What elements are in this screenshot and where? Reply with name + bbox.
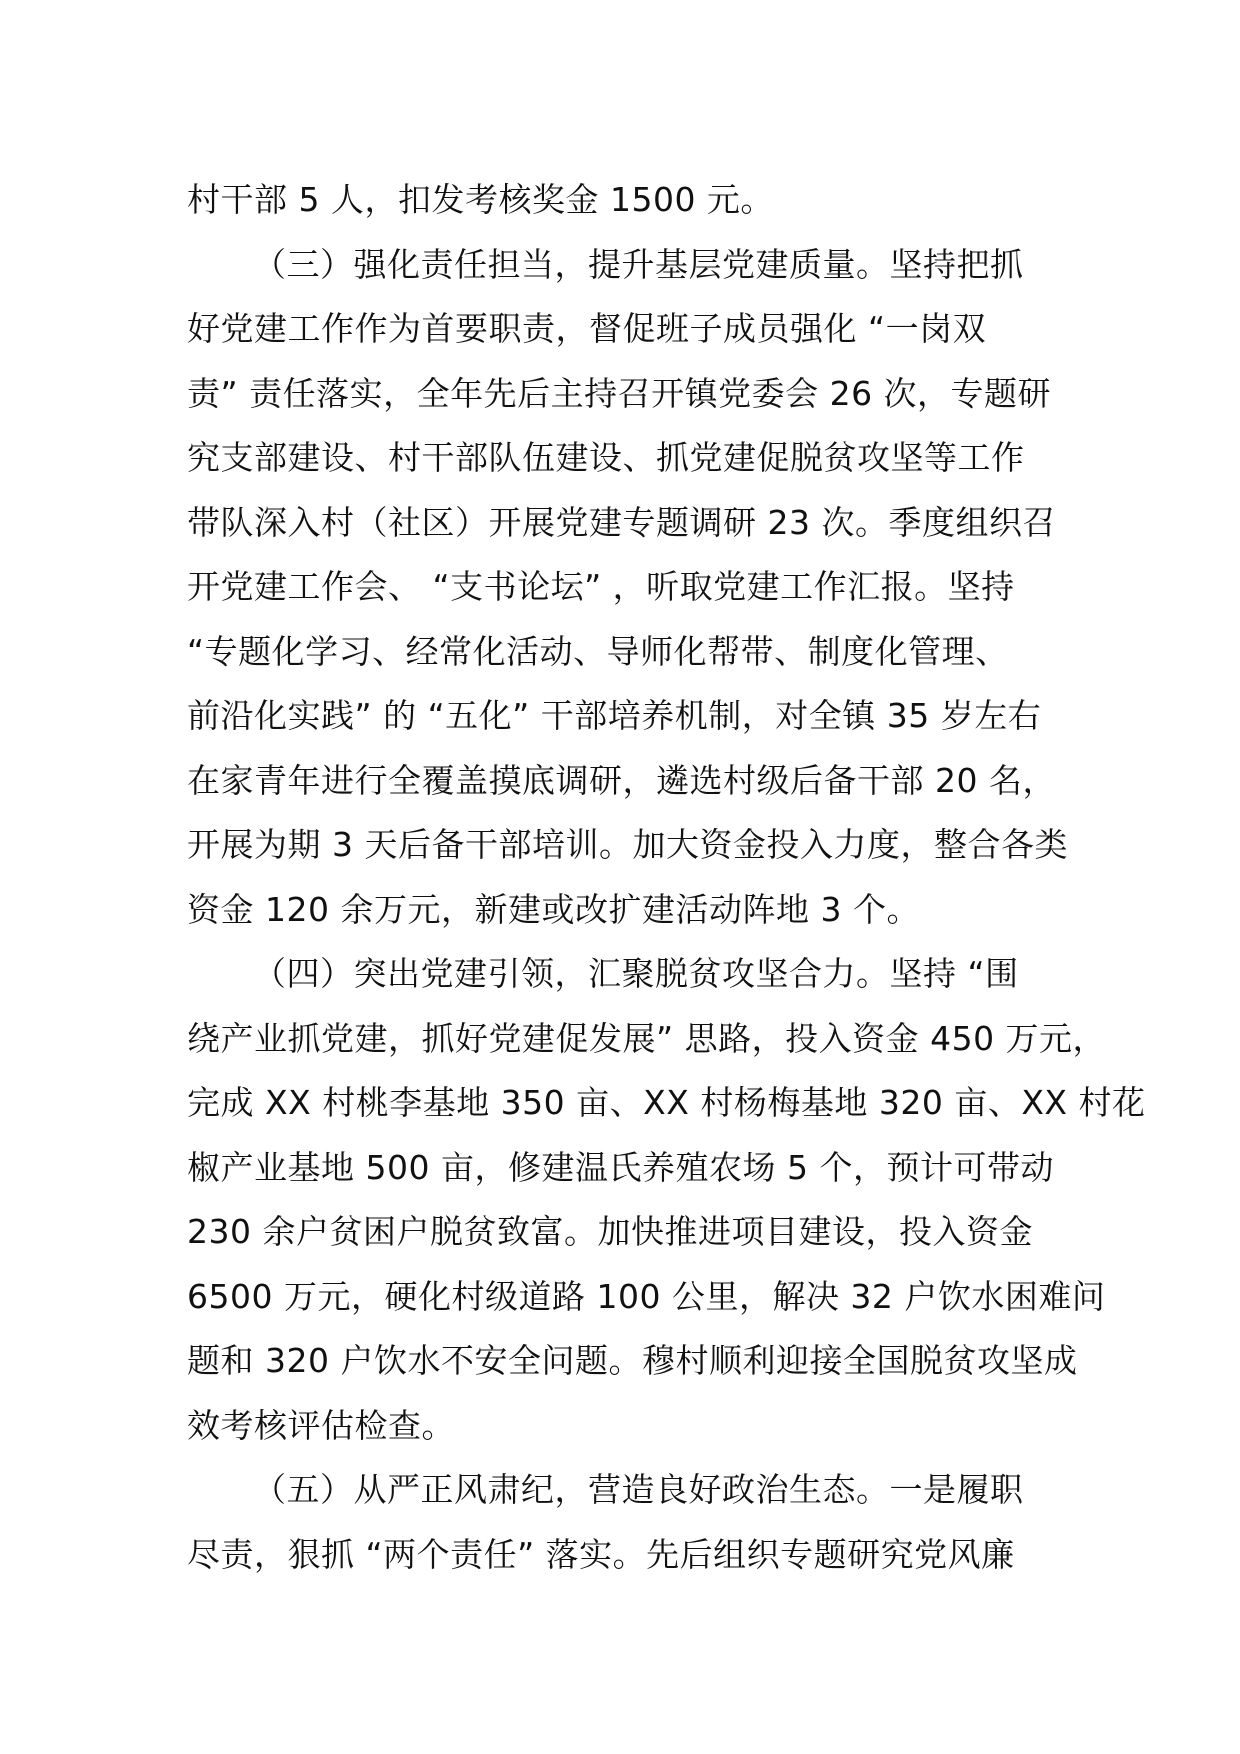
- text-line: 资金 120 余万元，新建或改扩建活动阵地 3 个。: [187, 889, 920, 929]
- text-line: 村干部 5 人，扣发考核奖金 1500 元。: [187, 180, 774, 219]
- text-line: 开党建工作会、 “支书论坛” ，听取党建工作汇报。坚持: [187, 567, 1015, 606]
- section-heading-line: （四）突出党建引领，汇聚脱贫攻坚合力。坚持 “围: [253, 954, 1019, 993]
- text-line: 6500 万元，硬化村级道路 100 公里，解决 32 户饮水困难问: [187, 1276, 1106, 1316]
- text-line: 前沿化实践” 的 “五化” 干部培养机制，对全镇 35 岁左右: [187, 696, 1042, 735]
- text-line: 绕产业抓党建，抓好党建促发展” 思路，投入资金 450 万元，: [187, 1018, 1107, 1058]
- text-line: 完成 XX 村桃李基地 350 亩、XX 村杨梅基地 320 亩、XX 村花: [187, 1083, 1146, 1122]
- text-line: 椒产业基地 500 亩，修建温氏养殖农场 5 个，预计可带动: [187, 1147, 1054, 1187]
- text-line: 责” 责任落实，全年先后主持召开镇党委会 26 次，专题研: [187, 373, 1052, 413]
- text-line: 带队深入村（社区）开展党建专题调研 23 次。季度组织召: [187, 502, 1056, 542]
- section-heading-line: （三）强化责任担当，提升基层党建质量。坚持把抓: [253, 244, 1024, 284]
- text-line: 究支部建设、村干部队伍建设、抓党建促脱贫攻坚等工作: [187, 438, 1025, 477]
- text-line: 尽责，狠抓 “两个责任” 落实。先后组织专题研究党风廉: [187, 1534, 1015, 1574]
- document-body: [187, 168, 1146, 1587]
- text-line: 在家青年进行全覆盖摸底调研，遴选村级后备干部 20 名，: [187, 760, 1056, 800]
- text-line: “专题化学习、经常化活动、导师化帮带、制度化管理、: [187, 631, 1009, 671]
- text-line: 230 余户贫困户脱贫致富。加快推进项目建设，投入资金: [187, 1212, 1033, 1251]
- text-line: 题和 320 户饮水不安全问题。穆村顺利迎接全国脱贫攻坚成: [187, 1341, 1078, 1380]
- text-line: 好党建工作作为首要职责，督促班子成员强化 “一岗双: [187, 309, 987, 348]
- text-line: 效考核评估检查。: [187, 1405, 455, 1445]
- section-heading-line: （五）从严正风肃纪，营造良好政治生态。一是履职: [253, 1470, 1024, 1509]
- text-line: 开展为期 3 天后备干部培训。加大资金投入力度，整合各类: [187, 825, 1068, 864]
